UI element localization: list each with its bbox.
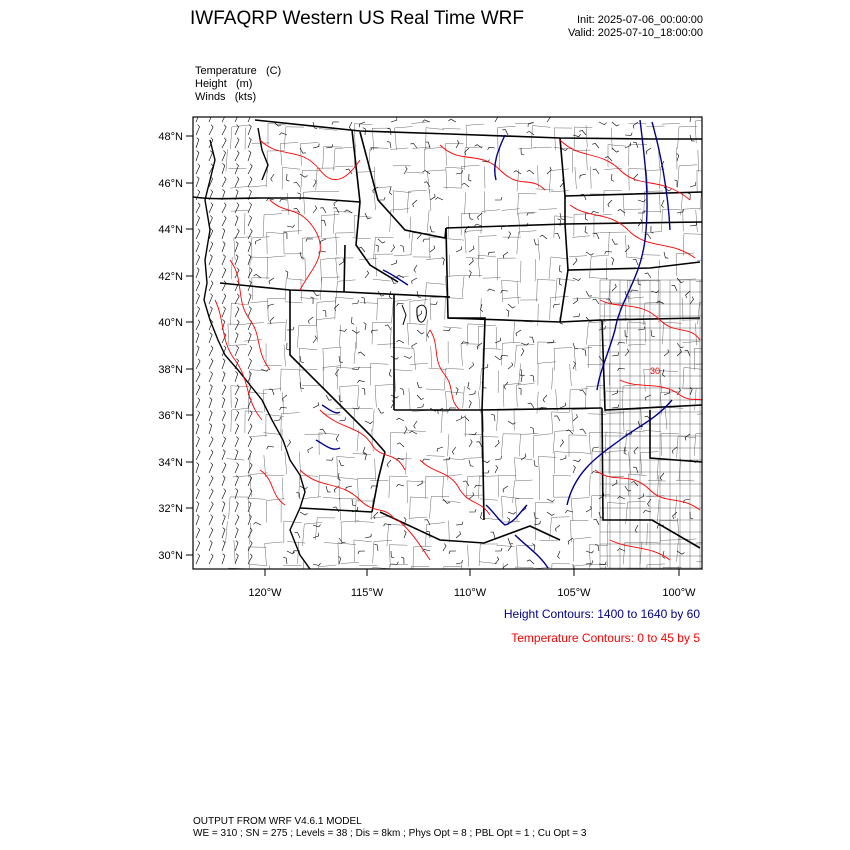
longitude-axis (265, 569, 679, 576)
valid-time: Valid: 2025-07-10_18:00:00 (568, 27, 703, 39)
county-line (625, 569, 627, 591)
county-line (410, 567, 411, 589)
init-time: Init: 2025-07-06_00:00:00 (577, 14, 703, 26)
field-winds: Winds (kts) (195, 91, 257, 103)
lon-label: 115°W (350, 587, 384, 599)
model-config: WE = 310 ; SN = 275 ; Levels = 38 ; Dis = 8km ; Phys Opt = 8 ; PBL Opt = 1 ; Cu Opt = 3 (193, 828, 587, 839)
lat-label: 44°N (158, 224, 183, 236)
lat-label: 34°N (158, 457, 183, 469)
county-line (318, 567, 319, 589)
lat-label: 42°N (158, 271, 183, 283)
height-contour-legend: Height Contours: 1400 to 1640 by 60 (503, 607, 700, 621)
temperature-contour-legend: Temperature Contours: 0 to 45 by 5 (511, 631, 700, 645)
model-version: OUTPUT FROM WRF V4.6.1 MODEL (193, 816, 362, 827)
lat-label: 36°N (158, 410, 183, 422)
county-line (514, 567, 515, 589)
lat-label: 38°N (158, 364, 183, 376)
lat-label: 40°N (158, 317, 183, 329)
lon-label: 110°W (453, 587, 487, 599)
lat-label: 48°N (158, 131, 183, 143)
county-line (444, 567, 445, 589)
contour-label: 30 (650, 366, 661, 376)
model-info-footer (193, 816, 586, 840)
field-temperature: Temperature (C) (195, 65, 282, 77)
lat-label: 32°N (158, 503, 183, 515)
plot-title: IWFAQRP Western US Real Time WRF (190, 8, 524, 29)
latitude-axis (186, 136, 193, 555)
lon-label: 100°W (662, 587, 696, 599)
county-line (702, 188, 720, 189)
field-height: Height (m) (195, 78, 253, 90)
lon-label: 120°W (248, 587, 282, 599)
lat-label: 30°N (158, 550, 183, 562)
lat-label: 46°N (158, 178, 183, 190)
lon-label: 105°W (557, 587, 591, 599)
county-line (702, 451, 720, 452)
